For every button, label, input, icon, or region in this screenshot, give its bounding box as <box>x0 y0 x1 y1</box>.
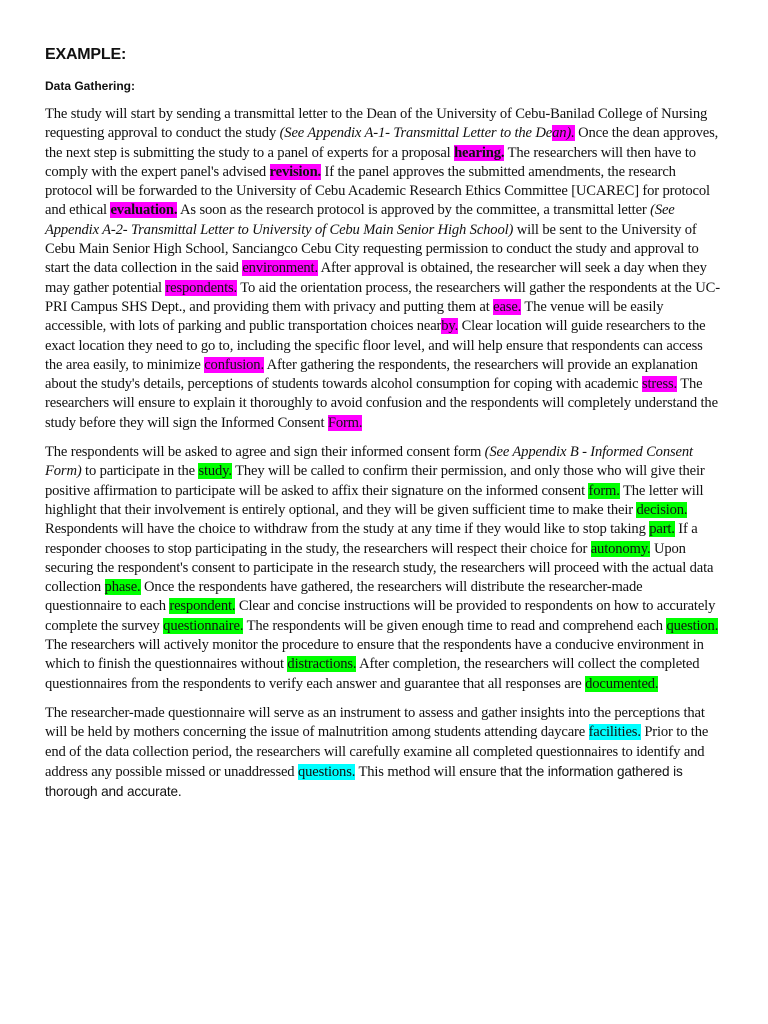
text-run: will be sent to the University of Cebu Main Senior High School, Sanciangco Cebu City requesting permission to conduct the study and approval to start the data collection in the said <box>45 221 699 277</box>
highlighted-word: ease. <box>493 298 522 315</box>
example-heading: EXAMPLE: <box>45 46 127 63</box>
text-run: After completion, the researchers will collect the completed questionnaires from the respondents to verify each answer and guarantee that all responses are <box>45 656 700 692</box>
highlighted-word: respondent. <box>169 598 236 615</box>
text-run: The letter will highlight that their involvement is entirely optional, and they will be given sufficient time to make their <box>45 482 704 518</box>
highlighted-word: facilities. <box>588 724 641 741</box>
text-run: This method will ensure <box>355 763 500 780</box>
text-run: The study will start by sending a transmittal letter to the Dean of the University of Cebu-Banilad College of Nursing requesting approval to conduct the study <box>45 106 708 142</box>
text-run: The researchers will ensure to explain it thoroughly to avoid confusion and the respondents will completely understand the study before they will sign the Informed Consent <box>45 376 718 431</box>
paragraph-1 <box>45 105 722 433</box>
text-run: To aid the orientation process, the researchers will gather the respondents at the UC-PRI Campus SHS Dept., and providing them with privacy and putting them at <box>45 279 720 315</box>
text-run: If a responder chooses to stop participating in the study, the researchers will respect their choice for <box>45 521 698 557</box>
text-run: The respondents will be asked to agree and sign their informed consent form <box>45 444 485 461</box>
text-run: Once the dean approves, the next step is submitting the study to a panel of experts for a proposal <box>45 125 719 161</box>
highlighted-word: decision. <box>636 501 688 518</box>
highlighted-word: Form. <box>327 414 363 431</box>
text-run: to participate in the <box>81 463 199 480</box>
text-run: Clear and concise instructions will be provided to respondents on how to accurately complete the survey <box>45 598 716 634</box>
highlighted-word: environment. <box>242 260 318 277</box>
text-run: Respondents will have the choice to withdraw from the study at any time if they would like to stop taking <box>45 521 650 538</box>
text-run: Once the respondents have gathered, the researchers will distribute the researcher-made questionnaire to each <box>45 579 643 615</box>
paragraph-2 <box>45 443 722 694</box>
appendix-reference: (See Appendix A-1- Transmittal Letter to the De <box>279 125 553 142</box>
highlighted-word: autonomy. <box>590 540 651 557</box>
text-run: The respondents will be given enough time to read and comprehend each <box>243 617 667 634</box>
highlighted-word: confusion. <box>204 356 264 373</box>
appendix-reference: (See Appendix A-2- Transmittal Letter to University of Cebu Main Senior High School) <box>45 202 675 238</box>
text-run: that the information gathered is thorough and accurate. <box>45 763 683 800</box>
section-heading-data-gathering: Data Gathering: <box>45 79 136 93</box>
highlighted-word: form. <box>588 482 620 499</box>
text-run: Clear location will guide researchers to the exact location they need to go to, including the specific floor level, and will help ensure that respondents can access the area easily, to minimize <box>45 318 706 373</box>
text-run: The researcher-made questionnaire will serve as an instrument to assess and gather insights into the perceptions that will be held by mothers concerning the issue of malnutrition among students attending daycare <box>45 704 705 741</box>
appendix-reference: (See Appendix B - Informed Consent Form) <box>45 444 693 480</box>
text-run: Upon securing the respondent's consent to participate in the research study, the researchers will proceed with the actual data collection <box>45 540 714 596</box>
highlighted-word: evaluation. <box>110 202 178 219</box>
highlighted-word: phase. <box>104 579 141 596</box>
highlighted-word: revision. <box>269 163 322 180</box>
text-run: The researchers will actively monitor the procedure to ensure that the respondents have a conducive environment in which to finish the questionnaires without <box>45 637 704 673</box>
highlighted-word: part. <box>649 521 675 538</box>
highlighted-word: respondents. <box>165 279 238 296</box>
highlighted-word: question. <box>666 617 719 634</box>
highlighted-word: documented. <box>585 675 659 692</box>
text-run: The researchers will then have to comply with the expert panel's advised <box>45 144 696 180</box>
highlighted-word: stress. <box>642 376 678 393</box>
text-run: If the panel approves the submitted amendments, the research protocol will be forwarded to the University of Cebu Academic Research Ethics Committee [UCAREC] for protocol and ethical <box>45 163 710 219</box>
highlighted-word: questionnaire. <box>163 617 244 634</box>
highlighted-word: questions. <box>297 763 356 780</box>
paragraph-3 <box>45 704 722 802</box>
text-run: After gathering the respondents, the researchers will provide an explanation about the study's details, perceptions of students towards alcohol consumption for coping with academic <box>45 356 698 393</box>
highlighted-word: hearing. <box>454 144 505 161</box>
highlighted-word: an). <box>552 125 575 142</box>
text-run: After approval is obtained, the researcher will seek a day when they may gather potential <box>45 260 707 296</box>
highlighted-word: by. <box>441 318 459 335</box>
text-run: Prior to the end of the data collection period, the researchers will carefully examine all completed questionnaires to identify and address any possible missed or unaddressed <box>45 724 709 780</box>
text-run: The venue will be easily accessible, with lots of parking and public transportation choices near <box>45 298 664 335</box>
text-run: They will be called to confirm their permission, and only those who will give their positive affirmation to participate will be asked to affix their signature on the informed consent <box>45 463 705 499</box>
highlighted-word: distractions. <box>287 656 357 673</box>
text-run: As soon as the research protocol is approved by the committee, a transmittal letter <box>177 202 651 219</box>
highlighted-word: study. <box>198 463 232 480</box>
